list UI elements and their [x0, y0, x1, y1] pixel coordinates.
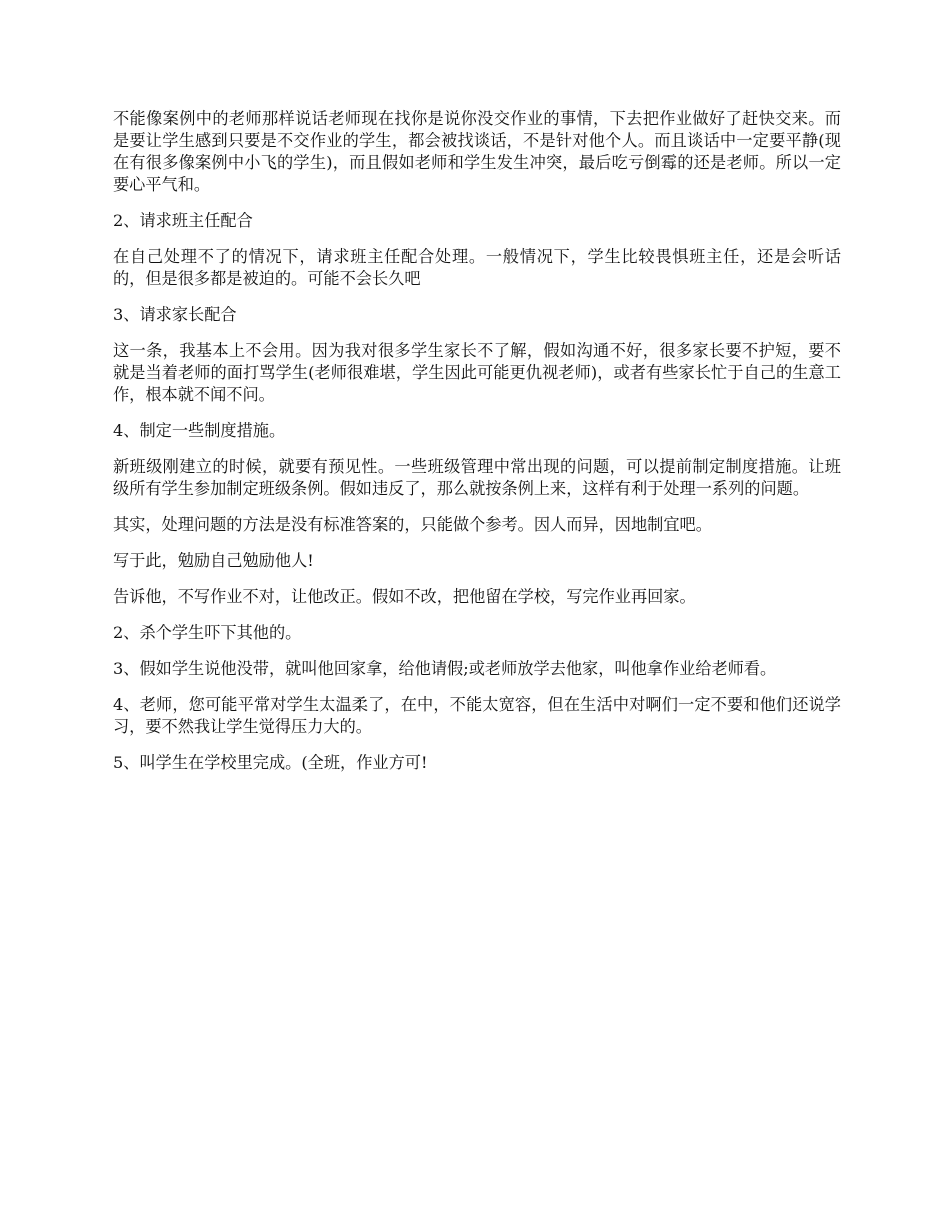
paragraph-tip-5: 5、叫学生在学校里完成。(全班，作业方可! — [113, 753, 428, 772]
heading-item-4: 4、制定一些制度措施。 — [113, 421, 286, 440]
paragraph-tip-2: 2、杀个学生吓下其他的。 — [113, 623, 302, 642]
paragraph-conclusion: 其实，处理问题的方法是没有标准答案的，只能做个参考。因人而异，因地制宜吧。 — [113, 515, 712, 534]
paragraph-item-2: 在自己处理不了的情况下，请求班主任配合处理。一般情况下，学生比较畏惧班主任，还是会听话的，但是很多都是被迫的。可能不会长久吧 — [113, 247, 841, 288]
paragraph-item-3: 这一条，我基本上不会用。因为我对很多学生家长不了解，假如沟通不好，很多家长要不护短，要不就是当着老师的面打骂学生(老师很难堪，学生因此可能更仇视老师)，或者有些家长忙于自己的生意工作，根本就不闻不问。 — [113, 341, 841, 404]
paragraph-item-4: 新班级刚建立的时候，就要有预见性。一些班级管理中常出现的问题，可以提前制定制度措施。让班级所有学生参加制定班级条例。假如违反了，那么就按条例上来，这样有利于处理一系列的问题。 — [113, 457, 841, 498]
paragraph-tip-4: 4、老师，您可能平常对学生太温柔了，在中，不能太宽容，但在生活中对啊们一定不要和他们还说学习，要不然我让学生觉得压力大的。 — [113, 695, 841, 736]
paragraph-tip-1: 告诉他，不写作业不对，让他改正。假如不改，把他留在学校，写完作业再回家。 — [113, 587, 696, 606]
document-body — [113, 108, 841, 788]
paragraph-closing: 写于此，勉励自己勉励他人! — [113, 551, 314, 570]
paragraph-intro: 不能像案例中的老师那样说话老师现在找你是说你没交作业的事情，下去把作业做好了赶快交来。而是要让学生感到只要是不交作业的学生，都会被找谈话，不是针对他个人。而且谈话中一定要平静(现在有很多像案例中小飞的学生)，而且假如老师和学生发生冲突，最后吃亏倒霉的还是老师。所以一定要心平气和。 — [113, 109, 841, 194]
heading-item-2: 2、请求班主任配合 — [113, 211, 253, 230]
paragraph-tip-3: 3、假如学生说他没带，就叫他回家拿，给他请假;或老师放学去他家，叫他拿作业给老师看。 — [113, 659, 777, 678]
heading-item-3: 3、请求家长配合 — [113, 305, 237, 324]
